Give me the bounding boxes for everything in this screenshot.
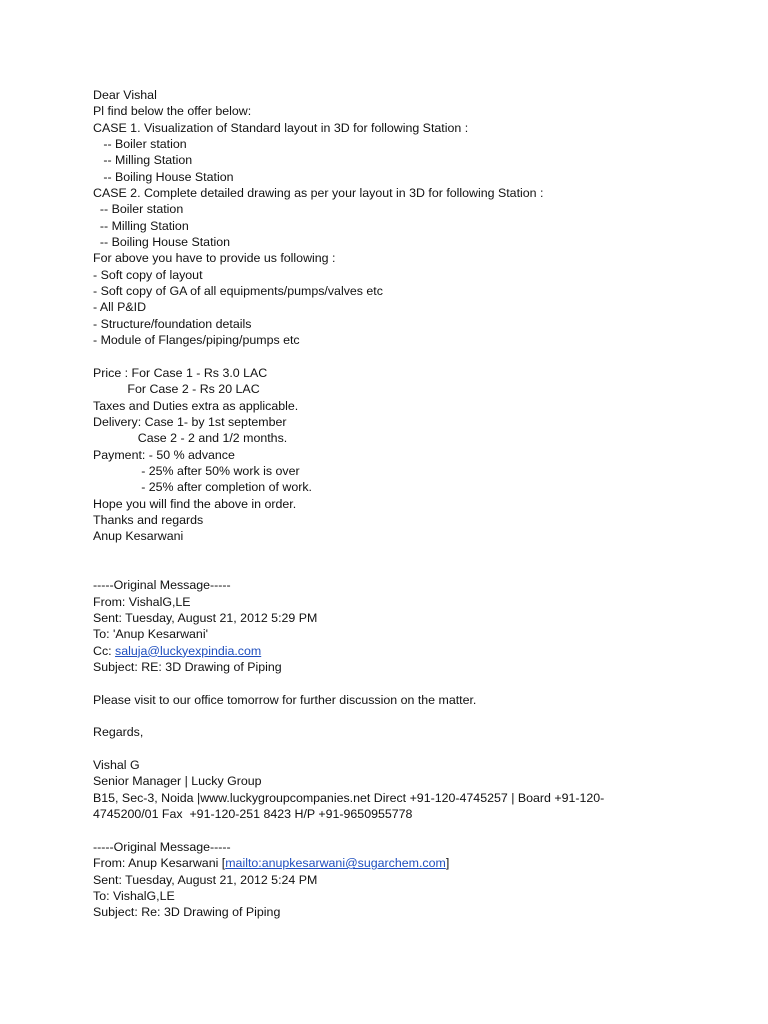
cc-label: Cc:: [93, 643, 116, 658]
blank-line: [93, 708, 713, 724]
sent-line: Sent: Tuesday, August 21, 2012 5:24 PM: [93, 872, 318, 887]
payment-line: Payment: - 50 % advance: [93, 447, 235, 462]
sender-name: Vishal G: [93, 758, 140, 773]
closing-line: Hope you will find the above in order.: [93, 496, 297, 511]
provide-title: For above you have to provide us following :: [93, 251, 336, 266]
blank-line: [93, 545, 713, 561]
original-message-header: -----Original Message-----: [93, 578, 231, 593]
payment-line: - 25% after 50% work is over: [93, 463, 300, 478]
mailto-link[interactable]: mailto:anupkesarwani@sugarchem.com: [225, 856, 446, 871]
provide-item: - All P&ID: [93, 300, 147, 315]
blank-line: [93, 349, 713, 365]
cc-line: [93, 643, 713, 659]
email-document: [93, 87, 713, 921]
message-body: Please visit to our office tomorrow for further discussion on the matter.: [93, 692, 477, 707]
delivery-line: Case 2 - 2 and 1/2 months.: [93, 431, 288, 446]
provide-item: - Soft copy of GA of all equipments/pumps/valves etc: [93, 284, 383, 299]
provide-item: - Structure/foundation details: [93, 316, 252, 331]
price-line: For Case 2 - Rs 20 LAC: [93, 382, 260, 397]
provide-item: - Soft copy of layout: [93, 267, 203, 282]
from-line: [93, 855, 713, 871]
payment-line: - 25% after completion of work.: [93, 480, 312, 495]
from-close-bracket: ]: [445, 856, 450, 871]
to-line: To: VishalG,LE: [93, 888, 175, 903]
signature: Anup Kesarwani: [93, 529, 184, 544]
cc-email-link[interactable]: saluja@luckyexpindia.com: [115, 643, 262, 658]
blank-line: [93, 675, 713, 691]
sender-address: 4745200/01 Fax +91-120-251 8423 H/P +91-9650955778: [93, 807, 413, 822]
subject-line: Subject: Re: 3D Drawing of Piping: [93, 905, 281, 920]
taxes-line: Taxes and Duties extra as applicable.: [93, 398, 299, 413]
sender-address: B15, Sec-3, Noida |www.luckygroupcompanies.net Direct +91-120-4745257 | Board +91-120-: [93, 790, 605, 805]
intro-line: Pl find below the offer below:: [93, 104, 252, 119]
case1-item: -- Boiler station: [93, 137, 187, 152]
blank-line: [93, 741, 713, 757]
price-line: Price : For Case 1 - Rs 3.0 LAC: [93, 365, 268, 380]
original-message-header: -----Original Message-----: [93, 839, 231, 854]
sent-line: Sent: Tuesday, August 21, 2012 5:29 PM: [93, 611, 318, 625]
from-line: From: VishalG,LE: [93, 594, 191, 609]
from-label: From: Anup Kesarwani [: [93, 856, 226, 871]
sender-title: Senior Manager | Lucky Group: [93, 774, 262, 789]
case2-item: -- Boiling House Station: [93, 235, 231, 250]
to-line: To: 'Anup Kesarwani': [93, 627, 208, 642]
case2-item: -- Boiler station: [93, 202, 184, 217]
provide-item: - Module of Flanges/piping/pumps etc: [93, 333, 300, 348]
thanks-line: Thanks and regards: [93, 512, 204, 527]
blank-line: [93, 822, 713, 838]
case1-item: -- Boiling House Station: [93, 169, 234, 184]
subject-line: Subject: RE: 3D Drawing of Piping: [93, 660, 282, 675]
case2-item: -- Milling Station: [93, 218, 189, 233]
blank-line: [93, 561, 713, 577]
greeting: Dear Vishal: [93, 88, 157, 102]
case2-title: CASE 2. Complete detailed drawing as per your layout in 3D for following Station :: [93, 186, 544, 201]
regards-line: Regards,: [93, 725, 144, 740]
case1-item: -- Milling Station: [93, 153, 193, 168]
case1-title: CASE 1. Visualization of Standard layout in 3D for following Station :: [93, 120, 469, 135]
delivery-line: Delivery: Case 1- by 1st september: [93, 414, 287, 429]
